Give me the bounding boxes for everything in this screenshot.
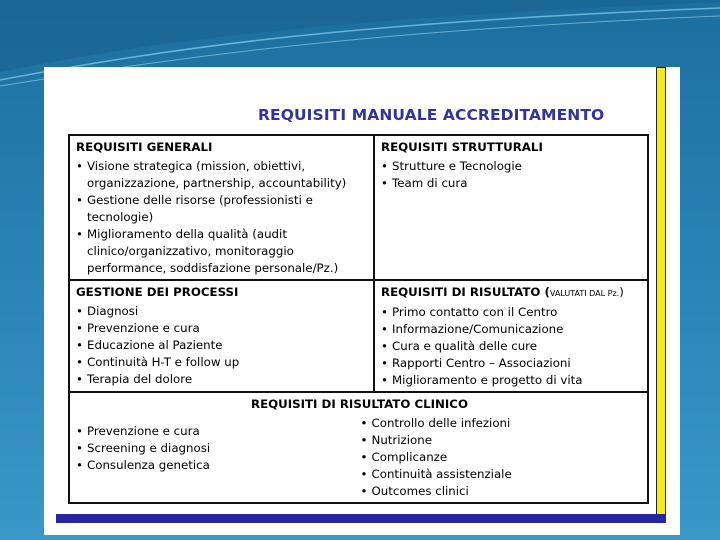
bullet-icon: •: [76, 338, 83, 352]
bullet-icon: •: [76, 458, 83, 472]
list-item: • Screening e diagnosi: [76, 441, 211, 455]
requirements-table: [68, 134, 649, 504]
bullet-icon: •: [381, 356, 388, 370]
bullet-icon: •: [76, 227, 83, 241]
clinico-right-list: [359, 415, 644, 500]
cell-risultato-clinico: [69, 392, 648, 503]
clinico-left-list: [76, 415, 359, 500]
clinico-columns: [76, 415, 643, 500]
header-risultato-clinico: REQUISITI DI RISULTATO CLINICO: [250, 397, 468, 411]
bullet-icon: •: [360, 433, 368, 447]
bullet-icon: •: [360, 416, 368, 430]
bullet-icon: •: [360, 484, 368, 498]
cell-requisiti-strutturali: [374, 135, 648, 280]
bullet-icon: •: [381, 339, 388, 353]
table-row: [69, 280, 648, 392]
list-item: • Miglioramento e progetto di vita: [381, 373, 583, 387]
list-item: • Strutture e Tecnologie: [381, 159, 522, 173]
header-requisiti-generali: REQUISITI GENERALI: [76, 140, 213, 154]
list-item: • Educazione al Paziente: [76, 338, 223, 352]
list-item: • Consulenza genetica: [76, 458, 210, 472]
bullet-icon: •: [76, 159, 83, 173]
bullet-icon: •: [381, 322, 388, 336]
list-item: • Outcomes clinici: [360, 484, 469, 498]
slide-title: REQUISITI MANUALE ACCREDITAMENTO: [258, 106, 605, 124]
list-item: • Controllo delle infezioni: [360, 416, 511, 430]
yellow-accent-bar: [656, 67, 666, 522]
list-item: • Visione strategica (mission, obiettivi, organizzazione, partnership, accountability): [76, 159, 347, 190]
header-note: VALUTATI DAL Pz.: [549, 289, 620, 298]
bullet-icon: •: [76, 321, 83, 335]
list-item: • Continuità assistenziale: [360, 467, 512, 481]
bullet-icon: •: [76, 424, 83, 438]
bullet-icon: •: [76, 372, 83, 386]
bullet-icon: •: [76, 441, 83, 455]
list-item: • Gestione delle risorse (professionisti e tecnologie): [76, 193, 313, 224]
bullet-icon: •: [76, 304, 83, 318]
bullet-icon: •: [381, 159, 388, 173]
table-row: [69, 135, 648, 280]
list-item: • Nutrizione: [360, 433, 432, 447]
header-gestione-processi: GESTIONE DEI PROCESSI: [76, 285, 239, 299]
bullet-icon: •: [360, 450, 368, 464]
bullet-icon: •: [381, 176, 388, 190]
cell-requisiti-generali: [69, 135, 374, 280]
blue-accent-bar: [56, 514, 666, 523]
list-item: • Rapporti Centro – Associazioni: [381, 356, 571, 370]
bullet-icon: •: [360, 467, 368, 481]
list-item: • Continuità H-T e follow up: [76, 355, 240, 369]
list-item: • Terapia del dolore: [76, 372, 193, 386]
list-item: • Cura e qualità delle cure: [381, 339, 538, 353]
bullet-icon: •: [76, 355, 83, 369]
list-item: • Team di cura: [381, 176, 468, 190]
list-item: • Miglioramento della qualità (audit clinico/organizzativo, monitoraggio performance, soddisfazione personale/Pz.): [76, 227, 339, 275]
list-item: • Primo contatto con il Centro: [381, 305, 558, 319]
table-row: [69, 392, 648, 503]
bullet-icon: •: [76, 193, 83, 207]
cell-requisiti-risultato: [374, 280, 648, 392]
list-item: • Informazione/Comunicazione: [381, 322, 564, 336]
bullet-icon: •: [381, 373, 388, 387]
bullet-icon: •: [381, 305, 388, 319]
header-requisiti-strutturali: REQUISITI STRUTTURALI: [381, 140, 543, 154]
list-item: • Complicanze: [360, 450, 448, 464]
cell-gestione-processi: [69, 280, 374, 392]
list-item: • Prevenzione e cura: [76, 424, 200, 438]
header-requisiti-risultato: REQUISITI DI RISULTATO (VALUTATI DAL Pz.): [381, 285, 624, 299]
list-item: • Prevenzione e cura: [76, 321, 200, 335]
list-item: • Diagnosi: [76, 304, 139, 318]
